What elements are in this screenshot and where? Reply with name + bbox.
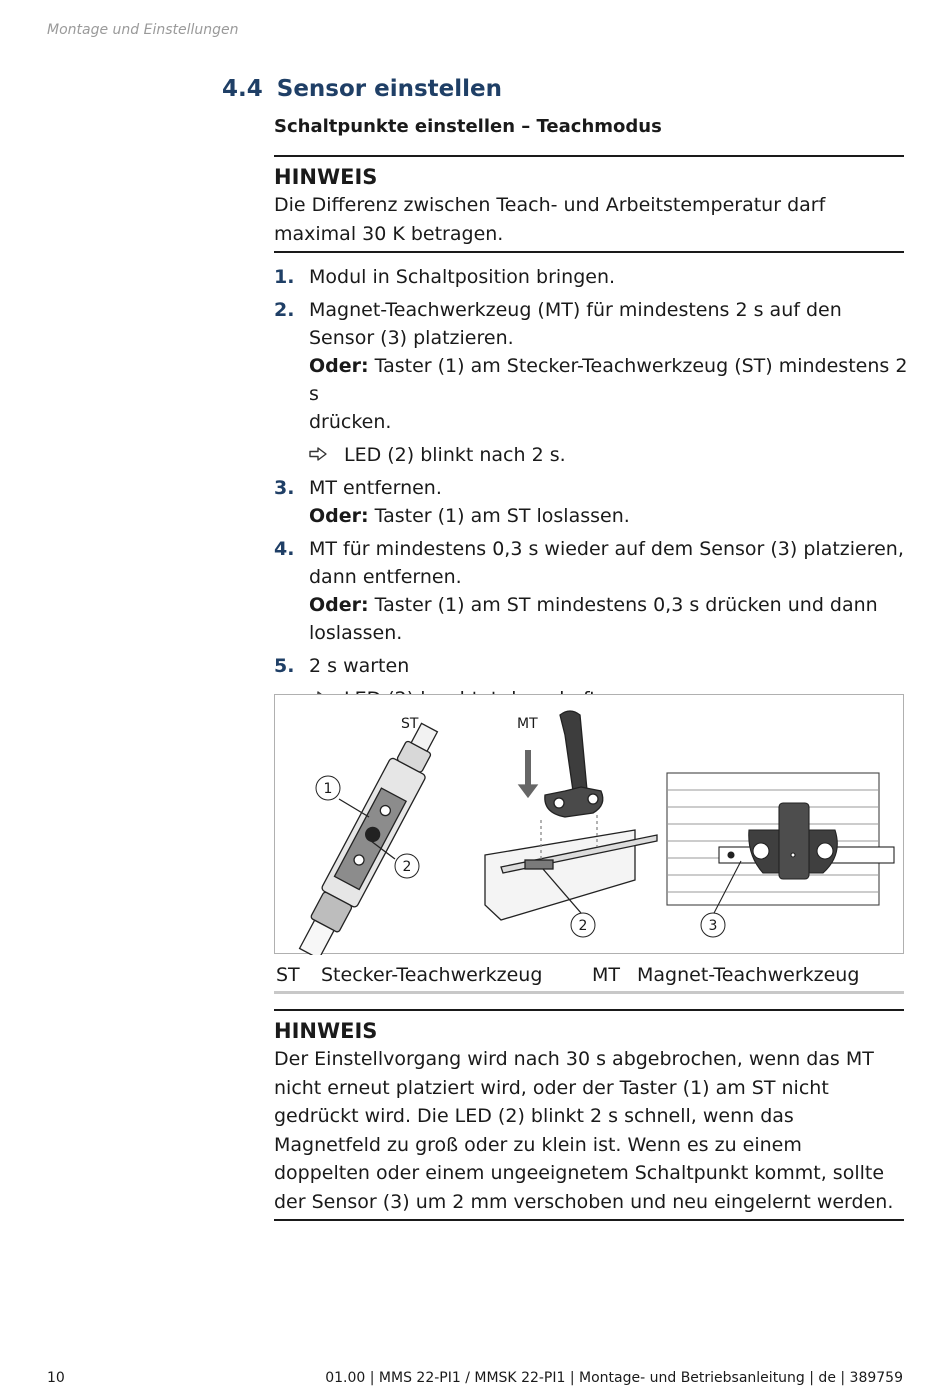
notice-title: HINWEIS [274, 165, 378, 189]
step-number: 5. [274, 655, 295, 677]
step-text: Modul in Schaltposition bringen. [309, 266, 616, 288]
legend-st-abbr: ST [276, 964, 300, 986]
step-number: 1. [274, 266, 295, 288]
step-list [274, 263, 914, 718]
arrow-right-outline-icon [309, 441, 344, 469]
legend-mt-text: Magnet-Teachwerkzeug [637, 964, 860, 986]
result-text: LED (2) blinkt nach 2 s. [344, 444, 566, 466]
section-title: Sensor einstellen [276, 76, 503, 102]
section-heading [222, 76, 502, 102]
notice-text: Der Einstellvorgang wird nach 30 s abgebrochen, wenn das MT nicht erneut platziert wird, oder der Taster (1) am ST nicht gedrückt wird. Die LED (2) blinkt 2 s schnell, wenn das Magnetfeld zu groß oder zu klein ist. Wenn es zu einem doppelten oder einem ungeeignetem Schaltpunkt kommt, sollte der Sensor (3) um 2 mm verschoben und neu eingelernt werden. [274, 1048, 894, 1213]
magnet-teach-tool-illustration [485, 711, 657, 920]
sensor-on-profile-illustration [667, 773, 894, 915]
step-3 [274, 474, 914, 530]
page-number: 10 [47, 1370, 65, 1386]
step-alt-text: loslassen. [309, 622, 403, 644]
running-head: Montage und Einstellungen [47, 22, 239, 38]
step-text: 2 s warten [309, 655, 410, 677]
figure-legend [274, 962, 904, 994]
teach-tools-figure [274, 694, 904, 954]
step-1 [274, 263, 914, 291]
step-number: 2. [274, 299, 295, 321]
legend-mt-abbr: MT [592, 964, 620, 986]
step-alt-text: Taster (1) am ST mindestens 0,3 s drücken und dann [368, 594, 878, 616]
legend-st-text: Stecker-Teachwerkzeug [321, 964, 543, 986]
step-text: dann entfernen. [309, 566, 462, 588]
step-number: 3. [274, 477, 295, 499]
oder-label: Oder: [309, 594, 369, 616]
step-text: Magnet-Teachwerkzeug (MT) für mindestens 2 s auf den [309, 299, 842, 321]
step-alt-text: Taster (1) am Stecker-Teachwerkzeug (ST) mindestens 2 s [309, 355, 908, 405]
step-alt-text: Taster (1) am ST loslassen. [368, 505, 630, 527]
callout-2-st [395, 854, 419, 878]
svg-text:1: 1 [323, 781, 333, 797]
oder-label: Oder: [309, 355, 369, 377]
subheading: Schaltpunkte einstellen – Teachmodus [274, 116, 662, 137]
step-result [309, 441, 914, 469]
notice-box-2 [274, 1009, 904, 1221]
plug-teach-tool-illustration [292, 718, 448, 955]
notice-text: Die Differenz zwischen Teach- und Arbeitstemperatur darf maximal 30 K betragen. [274, 194, 826, 245]
oder-label: Oder: [309, 505, 369, 527]
callout-3 [701, 913, 725, 937]
label-st: ST [401, 716, 419, 732]
section-number: 4.4 [222, 76, 263, 102]
footer-info: 01.00 | MMS 22-PI1 / MMSK 22-PI1 | Montage- und Betriebsanleitung | de | 389759 [325, 1370, 903, 1386]
notice-box-1 [274, 155, 904, 253]
svg-text:3: 3 [708, 918, 718, 934]
svg-text:2: 2 [578, 918, 588, 934]
step-4 [274, 535, 914, 647]
step-text: MT für mindestens 0,3 s wieder auf dem Sensor (3) platzieren, [309, 538, 904, 560]
callout-1 [316, 776, 340, 800]
step-text: MT entfernen. [309, 477, 442, 499]
notice-title: HINWEIS [274, 1019, 378, 1043]
svg-text:2: 2 [402, 859, 412, 875]
step-text: Sensor (3) platzieren. [309, 327, 514, 349]
step-alt-text: drücken. [309, 411, 392, 433]
label-mt: MT [517, 716, 538, 732]
step-number: 4. [274, 538, 295, 560]
step-2 [274, 296, 914, 469]
callout-2-mt [571, 913, 595, 937]
